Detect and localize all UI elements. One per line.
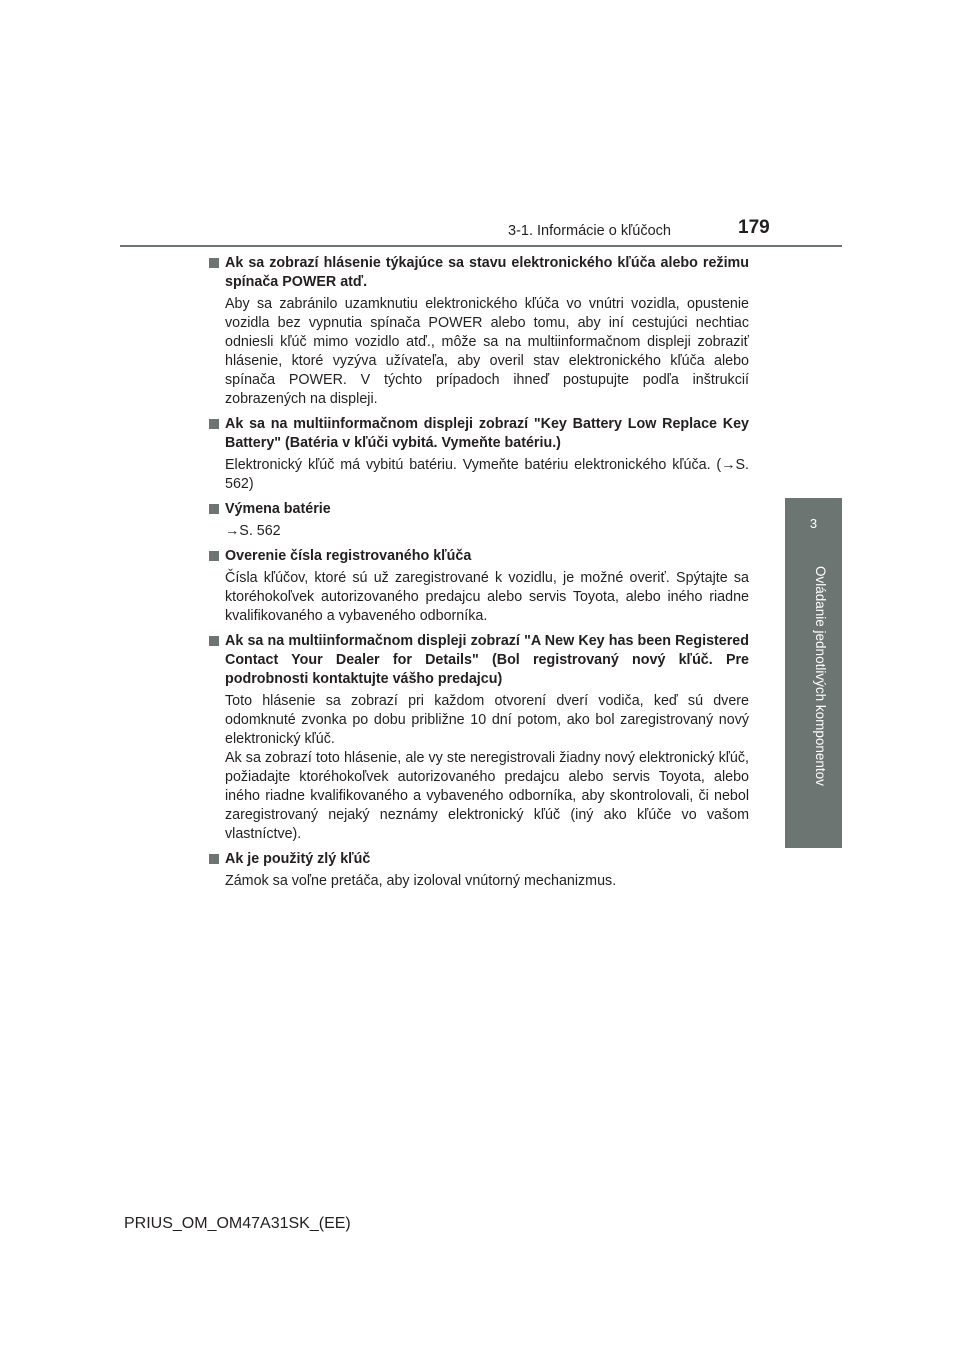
item-heading <box>209 254 749 292</box>
bullet-square-icon <box>209 419 219 429</box>
item-heading-text: Overenie čísla registrovaného kľúča <box>225 548 472 564</box>
bullet-square-icon <box>209 636 219 646</box>
item-body <box>209 295 749 409</box>
item-body <box>209 872 749 891</box>
bullet-square-icon <box>209 854 219 864</box>
chapter-tab-number: 3 <box>809 516 818 531</box>
item-heading <box>209 850 749 869</box>
item-heading <box>209 415 749 453</box>
section-title: 3-1. Informácie o kľúčoch <box>508 223 671 239</box>
item-body <box>209 456 749 494</box>
item-heading-text: Ak je použitý zlý kľúč <box>225 851 371 867</box>
item-heading <box>209 547 749 566</box>
body-paragraph: Aby sa zabránilo uzamknutiu elektronického kľúča vo vnútri vozidla, opustenie vozidla bez vypnutia spínača POWER alebo tomu, aby iní cestujúci nechtiac odniesli kľúč mimo vozidlo atď., môže sa na multiinformačnom displeji zobraziť hlásenie, ktoré vyzýva užívateľa, aby overil stav elektronického kľúča alebo spínača POWER. V týchto prípadoch ihneď postupujte podľa inštrukcií zobrazených na displeji. <box>225 296 749 407</box>
document-code: PRIUS_OM_OM47A31SK_(EE) <box>124 1215 351 1232</box>
body-paragraph: Zámok sa voľne pretáča, aby izoloval vnútorný mechanizmus. <box>225 873 617 889</box>
list-item <box>209 415 749 494</box>
item-heading <box>209 500 749 519</box>
body-paragraph: Elektronický kľúč má vybitú batériu. Vymeňte batériu elektronického kľúča. (→S. 562) <box>225 457 749 492</box>
item-heading-text: Ak sa na multiinformačnom displeji zobrazí "A New Key has been Registered Contact Your Dealer for Details" (Bol registrovaný nový kľúč. Pre podrobnosti kontaktujte vášho predajcu) <box>225 633 749 687</box>
body-paragraph: →S. 562 <box>225 523 281 539</box>
list-item <box>209 632 749 844</box>
bullet-square-icon <box>209 551 219 561</box>
item-body <box>209 569 749 626</box>
item-heading-text: Výmena batérie <box>225 501 331 517</box>
body-paragraph: Toto hlásenie sa zobrazí pri každom otvorení dverí vodiča, keď sú dvere odomknuté zvonka po dobu približne 10 dní potom, ako bol zaregistrovaný nový elektronický kľúč. <box>225 693 749 747</box>
bullet-square-icon <box>209 504 219 514</box>
main-content <box>209 254 749 897</box>
page-number: 179 <box>738 217 770 238</box>
item-heading <box>209 632 749 689</box>
item-body <box>209 692 749 844</box>
item-heading-text: Ak sa na multiinformačnom displeji zobrazí "Key Battery Low Replace Key Battery" (Batéria v kľúči vybitá. Vymeňte batériu.) <box>225 416 749 451</box>
list-item <box>209 254 749 409</box>
body-paragraph: Ak sa zobrazí toto hlásenie, ale vy ste neregistrovali žiadny nový elektronický kľúč, požiadajte ktoréhokoľvek autorizovaného predajcu alebo servis Toyota, alebo iného riadne kvalifikovaného a vybaveného odborníka, aby skontrolovali, či nebol zaregistrovaný nejaký neznámy elektronický kľúč (iný ako kľúče vo vašom vlastníctve). <box>225 750 749 842</box>
list-item <box>209 850 749 891</box>
chapter-title-vertical: Ovládanie jednotlivých komponentov <box>813 566 828 786</box>
bullet-square-icon <box>209 258 219 268</box>
list-item <box>209 547 749 626</box>
list-item <box>209 500 749 541</box>
item-heading-text: Ak sa zobrazí hlásenie týkajúce sa stavu elektronického kľúča alebo režimu spínača POWER atď. <box>225 255 749 290</box>
header-divider <box>120 245 842 247</box>
body-paragraph: Čísla kľúčov, ktoré sú už zaregistrované k vozidlu, je možné overiť. Spýtajte sa ktoréhokoľvek autorizovaného predajcu alebo servis Toyota, alebo iného riadne kvalifikovaného a vybaveného odborníka. <box>225 570 749 624</box>
item-body <box>209 522 749 541</box>
